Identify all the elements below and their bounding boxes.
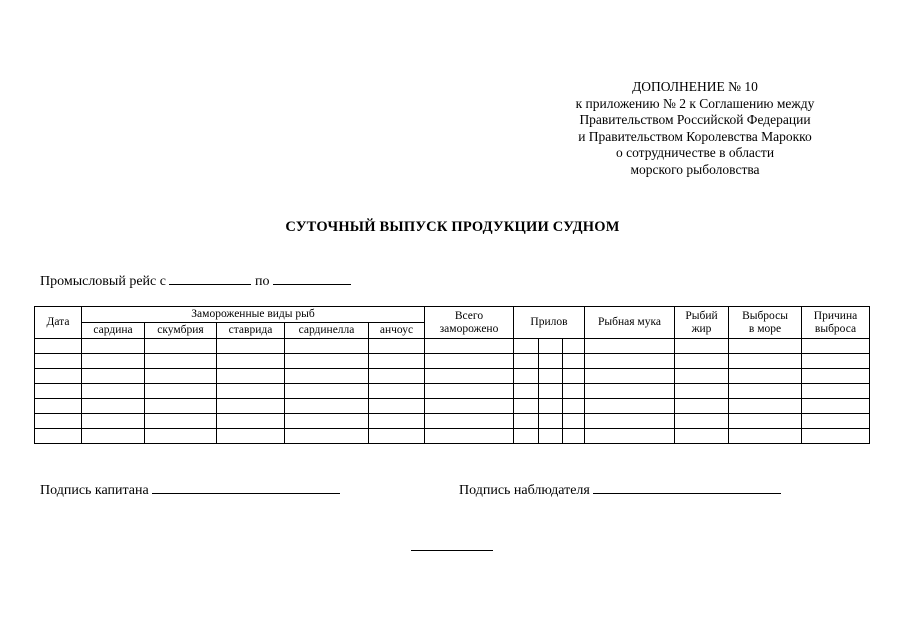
table-cell[interactable] [563, 429, 585, 444]
total-frozen-header-line2: заморожено [439, 322, 499, 335]
document-title: СУТОЧНЫЙ ВЫПУСК ПРОДУКЦИИ СУДНОМ [285, 219, 620, 235]
table-cell[interactable] [369, 414, 425, 429]
table-cell[interactable] [145, 354, 217, 369]
table-cell[interactable] [729, 399, 802, 414]
table-cell[interactable] [563, 384, 585, 399]
appendix-line: к приложению № 2 к Соглашению между [575, 95, 815, 111]
table-cell[interactable] [35, 354, 82, 369]
table-cell[interactable] [217, 354, 285, 369]
table-cell[interactable] [369, 339, 425, 354]
table-header-row [35, 307, 870, 323]
table-cell[interactable] [675, 339, 729, 354]
table-cell[interactable] [82, 369, 145, 384]
discards-header-line1: Выбросы [742, 309, 788, 322]
table-cell[interactable] [514, 414, 539, 429]
table-cell[interactable] [285, 339, 369, 354]
table-cell[interactable] [802, 384, 870, 399]
table-cell[interactable] [35, 399, 82, 414]
date-header: Дата [35, 307, 82, 339]
species-header-sardinella: сардинелла [285, 323, 369, 339]
table-cell[interactable] [585, 429, 675, 444]
discards-header [729, 307, 802, 339]
table-cell[interactable] [425, 429, 514, 444]
table-cell[interactable] [369, 429, 425, 444]
table-row [35, 339, 870, 354]
trip-label: Промысловый рейс с [40, 274, 166, 289]
table-cell[interactable] [369, 399, 425, 414]
table-cell[interactable] [585, 339, 675, 354]
table-cell[interactable] [217, 399, 285, 414]
table-row [35, 414, 870, 429]
captain-signature-line [40, 481, 340, 499]
discard-reason-header [802, 307, 870, 339]
table-cell[interactable] [729, 429, 802, 444]
fish-oil-header-line1: Рыбий [685, 309, 718, 322]
table-cell[interactable] [145, 384, 217, 399]
table-cell[interactable] [802, 429, 870, 444]
species-header-anchovy: анчоус [369, 323, 425, 339]
species-header-mackerel: скумбрия [145, 323, 217, 339]
table-cell[interactable] [217, 429, 285, 444]
table-cell[interactable] [585, 399, 675, 414]
table-cell[interactable] [514, 399, 539, 414]
frozen-group-header: Замороженные виды рыб [82, 307, 425, 323]
table-cell[interactable] [563, 354, 585, 369]
table-cell[interactable] [539, 369, 563, 384]
table-cell[interactable] [285, 399, 369, 414]
captain-signature-label: Подпись капитана [40, 483, 149, 498]
table-cell[interactable] [425, 414, 514, 429]
table-cell[interactable] [285, 384, 369, 399]
table-cell[interactable] [35, 384, 82, 399]
discard-reason-header-line1: Причина [813, 309, 858, 322]
table-cell[interactable] [285, 429, 369, 444]
table-cell[interactable] [145, 414, 217, 429]
table-cell[interactable] [585, 354, 675, 369]
appendix-title: ДОПОЛНЕНИЕ № 10 [632, 79, 758, 94]
table-cell[interactable] [675, 354, 729, 369]
table-cell[interactable] [539, 339, 563, 354]
table-cell[interactable] [802, 354, 870, 369]
fishmeal-header: Рыбная мука [585, 307, 675, 339]
footer-divider [411, 550, 493, 551]
fish-oil-header-line2: жир [691, 322, 712, 335]
table-cell[interactable] [675, 429, 729, 444]
table-cell[interactable] [539, 384, 563, 399]
table-cell[interactable] [729, 339, 802, 354]
table-cell[interactable] [675, 369, 729, 384]
species-header-sardine: сардина [82, 323, 145, 339]
trip-period-line [40, 272, 351, 290]
table-cell[interactable] [369, 384, 425, 399]
table-cell[interactable] [563, 399, 585, 414]
table-cell[interactable] [217, 384, 285, 399]
table-cell[interactable] [563, 339, 585, 354]
table-row [35, 369, 870, 384]
bycatch-header: Прилов [514, 307, 585, 339]
table-cell[interactable] [35, 339, 82, 354]
table-cell[interactable] [145, 429, 217, 444]
appendix-header [550, 79, 840, 178]
table-cell[interactable] [369, 354, 425, 369]
table-cell[interactable] [585, 369, 675, 384]
table-cell[interactable] [802, 369, 870, 384]
table-cell[interactable] [217, 369, 285, 384]
discard-reason-header-line2: выброса [814, 322, 857, 335]
table-cell[interactable] [539, 399, 563, 414]
observer-signature-field[interactable] [593, 481, 781, 494]
appendix-line: морского рыболовства [630, 161, 760, 177]
table-cell[interactable] [729, 354, 802, 369]
table-cell[interactable] [514, 354, 539, 369]
table-cell[interactable] [514, 339, 539, 354]
table-cell[interactable] [82, 414, 145, 429]
table-cell[interactable] [563, 414, 585, 429]
trip-start-date-field[interactable] [169, 272, 251, 285]
table-cell[interactable] [369, 369, 425, 384]
table-cell[interactable] [425, 354, 514, 369]
table-row [35, 384, 870, 399]
table-cell[interactable] [217, 414, 285, 429]
table-cell[interactable] [145, 399, 217, 414]
table-cell[interactable] [82, 429, 145, 444]
table-cell[interactable] [729, 369, 802, 384]
table-row [35, 354, 870, 369]
table-cell[interactable] [539, 429, 563, 444]
trip-to-label: по [254, 274, 270, 289]
observer-signature-line [459, 481, 781, 499]
table-cell[interactable] [675, 384, 729, 399]
appendix-line: и Правительством Королевства Марокко [578, 128, 812, 144]
observer-signature-label: Подпись наблюдателя [459, 483, 590, 498]
table-cell[interactable] [35, 369, 82, 384]
table-cell[interactable] [425, 399, 514, 414]
appendix-line: о сотрудничестве в области [615, 145, 775, 160]
table-cell[interactable] [425, 369, 514, 384]
table-cell[interactable] [425, 384, 514, 399]
production-table [34, 306, 870, 444]
total-frozen-header [425, 307, 514, 339]
table-cell[interactable] [285, 369, 369, 384]
table-cell[interactable] [675, 399, 729, 414]
table-cell[interactable] [675, 414, 729, 429]
table-cell[interactable] [82, 354, 145, 369]
table-body [35, 339, 870, 444]
table-cell[interactable] [285, 354, 369, 369]
species-header-horse-mackerel: ставрида [217, 323, 285, 339]
table-cell[interactable] [563, 369, 585, 384]
table-cell[interactable] [82, 399, 145, 414]
table-cell[interactable] [35, 429, 82, 444]
discards-header-line2: в море [748, 322, 782, 335]
table-cell[interactable] [729, 414, 802, 429]
table-row [35, 399, 870, 414]
table-cell[interactable] [585, 414, 675, 429]
fish-oil-header [675, 307, 729, 339]
captain-signature-field[interactable] [152, 481, 340, 494]
table-cell[interactable] [539, 354, 563, 369]
table-cell[interactable] [514, 429, 539, 444]
table-cell[interactable] [82, 384, 145, 399]
table-cell[interactable] [802, 414, 870, 429]
table-cell[interactable] [802, 339, 870, 354]
table-cell[interactable] [802, 399, 870, 414]
table-cell[interactable] [425, 339, 514, 354]
table-row [35, 429, 870, 444]
table-cell[interactable] [285, 414, 369, 429]
table-cell[interactable] [585, 384, 675, 399]
table-cell[interactable] [729, 384, 802, 399]
table-cell[interactable] [35, 414, 82, 429]
table-cell[interactable] [217, 339, 285, 354]
table-cell[interactable] [539, 414, 563, 429]
total-frozen-header-line1: Всего [454, 309, 484, 322]
table-cell[interactable] [82, 339, 145, 354]
table-cell[interactable] [514, 384, 539, 399]
table-cell[interactable] [145, 369, 217, 384]
table-cell[interactable] [145, 339, 217, 354]
appendix-line: Правительством Российской Федерации [579, 112, 811, 127]
trip-end-date-field[interactable] [273, 272, 351, 285]
table-cell[interactable] [514, 369, 539, 384]
